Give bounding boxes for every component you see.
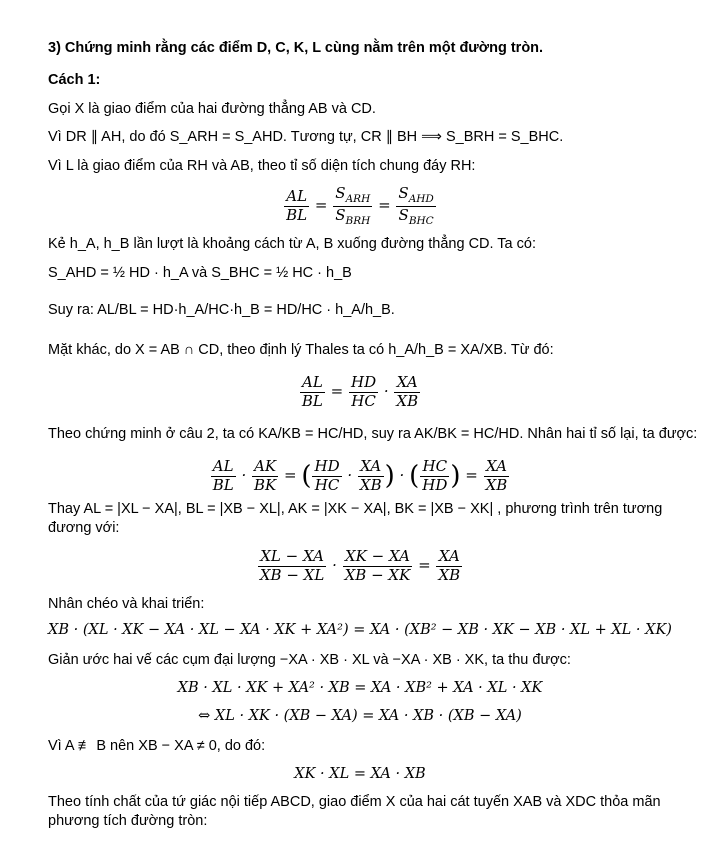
paragraph-thales: Mặt khác, do X = AB ∩ CD, theo định lý Thales ta có h_A/h_B = XA/XB. Từ đó: (48, 342, 554, 358)
equation-area-ratio: $\frac{AL}{BL}$ = $\frac{S_{ARH}}{S_{BRH}}$ = $\frac{S_{AHD}}{S_{BHC}}$ (286, 184, 434, 227)
paragraph-cross-multiply: Nhân chéo và khai triển: (48, 596, 205, 612)
paragraph-area-formulas: S_AHD = ½ HD · h_A và S_BHC = ½ HC · h_B (48, 265, 352, 281)
equation-final: XK · XL = XA · XB (294, 766, 426, 782)
equation-factored: ⇔ XL · XK · (XB − XA) = XA · XB · (XB − XA) (198, 708, 522, 724)
paragraph-cau-2: Theo chứng minh ở câu 2, ta có KA/KB = HC/HD, suy ra AK/BK = HC/HD. Nhân hai tỉ số lại, ta được: (48, 426, 698, 442)
paragraph-a-ne-b: Vì A ≢ B nên XB − XA ≠ 0, do đó: (48, 738, 266, 754)
paragraph-parallel: Vì DR ∥ AH, do đó S_ARH = S_AHD. Tương tự, CR ∥ BH ⟹ S_BRH = S_BHC. (48, 129, 564, 145)
method-label: Cách 1: (48, 72, 101, 88)
paragraph-simplify: Giản ước hai vế các cụm đại lượng −XA · XB · XL và −XA · XB · XK, ta thu được: (48, 652, 571, 668)
paragraph-suy-ra: Suy ra: AL/BL = HD·h_A/HC·h_B = HD/HC · h_A/h_B. (48, 302, 395, 318)
paragraph-substitute: Thay AL = |XL − XA|, BL = |XB − XL|, AK = |XK − XA|, BK = |XB − XK| , phương trình trên tương đương với: (48, 501, 663, 536)
equation-product: $\frac{AL}{BL}$ · $\frac{AK}{BK}$ = ( $\frac{HD}{HC}$ · $\frac{XA}{XB}$ ) · ( $\frac{HC}{HD}$ ) = $\frac{XA}{XB}$ (212, 457, 508, 494)
paragraph-heights: Kẻ h_A, h_B lần lượt là khoảng cách từ A, B xuống đường thẳng CD. Ta có: (48, 236, 536, 252)
section-heading: 3) Chứng minh rằng các điểm D, C, K, L cùng nằm trên một đường tròn. (48, 40, 544, 56)
equation-ratio-thales: $\frac{AL}{BL}$ = $\frac{HD}{HC}$ · $\frac{XA}{XB}$ (301, 373, 419, 410)
paragraph-define-x: Gọi X là giao điểm của hai đường thẳng AB và CD. (48, 101, 376, 117)
equation-substituted: $\frac{XL - XA}{XB - XL}$ · $\frac{XK - XA}{XB - XK}$ = $\frac{XA}{XB}$ (259, 547, 461, 584)
paragraph-l-intersection: Vì L là giao điểm của RH và AB, theo tỉ số diện tích chung đáy RH: (48, 158, 476, 174)
paragraph-conclusion: Theo tính chất của tứ giác nội tiếp ABCD, giao điểm X của hai cát tuyến XAB và XDC thỏa mãn phương tích đường tròn: (48, 794, 661, 829)
equation-expanded: XB · (XL · XK − XA · XL − XA · XK + XA²) = XA · (XB² − XB · XK − XB · XL + XL · XK) (48, 622, 672, 638)
equation-reduced: XB · XL · XK + XA² · XB = XA · XB² + XA · XL · XK (177, 680, 543, 696)
